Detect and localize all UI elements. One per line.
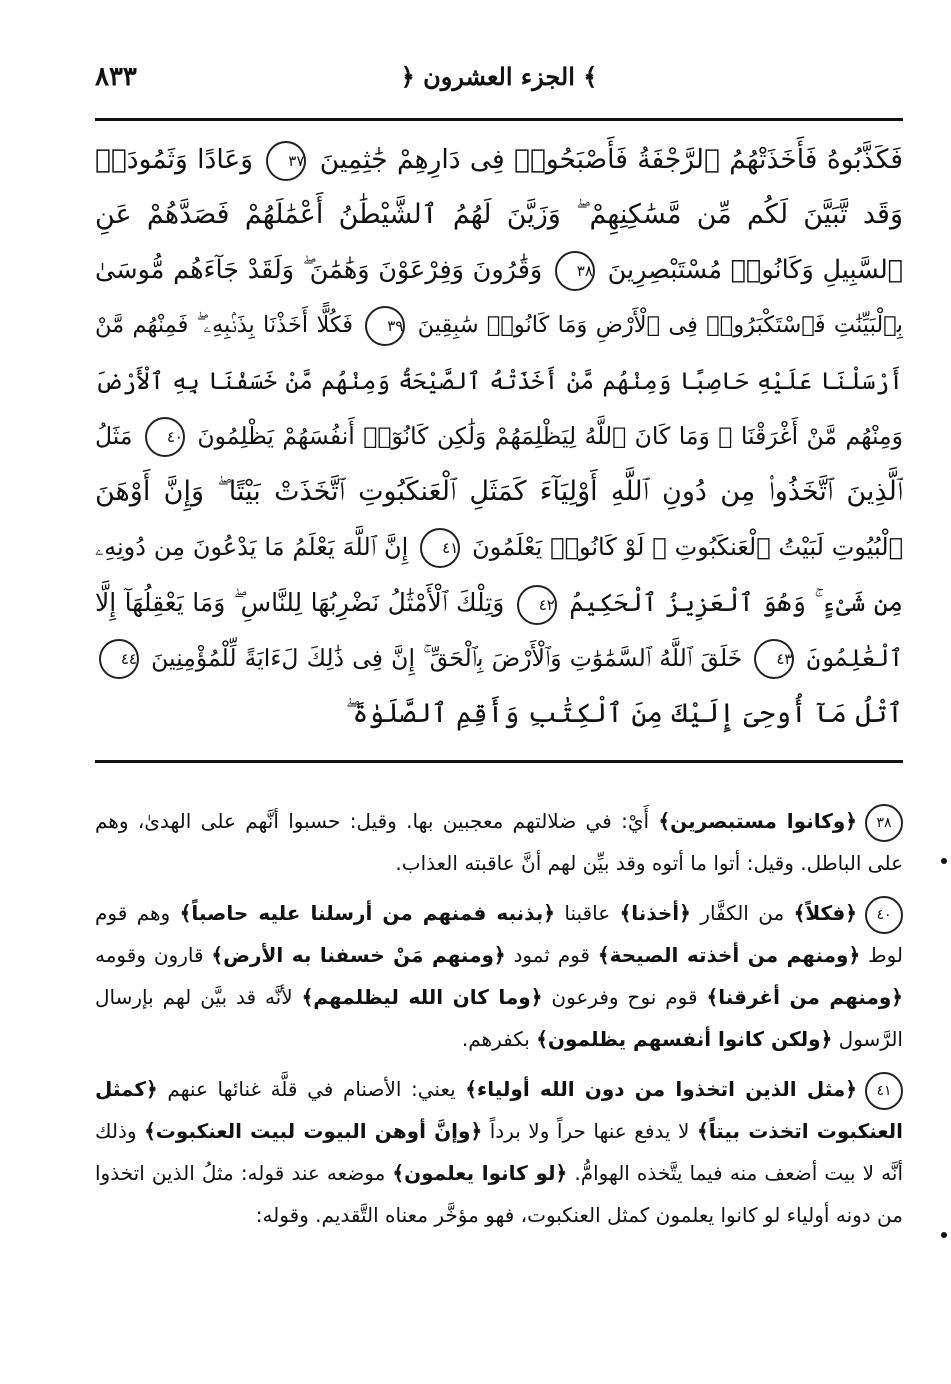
quoted-verse: ﴿كمثل العنكبوت اتخذت بيتاً﴾ [95, 1077, 904, 1143]
tafsir-note [95, 892, 903, 1060]
verse-text: مَثَلُ [95, 421, 133, 450]
quran-line [95, 520, 903, 575]
verse-text: خَلَقَ ٱللَّهُ ٱلسَّمَٰوَٰتِ وَٱلْأَرْضَ بِٱلْحَقِّ ۚ إِنَّ فِى ذَٰلِكَ لَءَايَةً لِّلْمُؤْمِنِينَ [151, 643, 743, 672]
verse-text: بِٱلْبَيِّنَٰتِ فَٱسْتَكْبَرُوا۟ فِى ٱلْأَرْضِ وَمَا كَانُوا۟ سَٰبِقِينَ [417, 312, 903, 339]
verse-number-marker: ٤١ [420, 528, 460, 568]
commentary-text: قارون وقومه [95, 943, 212, 967]
commentary-text: أَيْ: في ضلالتهم معجبين بها. وقيل: حسبوا أنَّهم على الهدىٰ، وهم على الباطل. وقيل: أتوا ما أتوه وقد بيِّن لهم أنَّ عاقبته العذاب. [95, 809, 903, 875]
verse-text: وَقَد تَّبَيَّنَ لَكُم مِّن مَّسَٰكِنِهِمْ ۖ وَزَيَّنَ لَهُمُ ٱلشَّيْطَٰنُ أَعْمَٰلَهُمْ فَصَدَّهُمْ عَنِ [95, 199, 903, 231]
quran-line [95, 686, 903, 741]
verse-text: ٱتْلُ مَآ أُوحِىَ إِلَيْكَ مِنَ ٱلْكِتَٰبِ وَأَقِمِ ٱلصَّلَوٰةَ ۖ [345, 697, 903, 729]
quoted-verse: ﴿ومنهم مَنْ خسفنا به الأرض﴾ [211, 943, 506, 967]
page-number: ٨٣٣ [95, 62, 137, 92]
verse-text: وَتِلْكَ ٱلْأَمْثَٰلُ نَضْرِبُهَا لِلنَّاسِ ۖ وَمَا يَعْقِلُهَآ إِلَّا [95, 588, 505, 618]
verse-text: ٱلَّذِينَ ٱتَّخَذُوا۟ مِن دُونِ ٱللَّهِ أَوْلِيَآءَ كَمَثَلِ ٱلْعَنكَبُوتِ ٱتَّخَذَتْ بَيْتًا ۖ وَإِنَّ أَوْهَنَ [95, 476, 903, 508]
tafsir-note [95, 1068, 903, 1236]
verse-number-marker: ٤٠ [145, 417, 185, 457]
quoted-verse: ﴿لو كانوا يعلمون﴾ [392, 1161, 568, 1185]
verse-text: فَكَذَّبُوهُ فَأَخَذَتْهُمُ ٱلرَّجْفَةُ فَأَصْبَحُوا۟ فِى دَارِهِمْ جَٰثِمِينَ [319, 144, 903, 175]
commentary-text: من الكفَّار [690, 901, 794, 925]
verse-number-marker: ٤٢ [517, 585, 557, 625]
quoted-verse: ﴿ومنهم من أخذته الصيحة﴾ [597, 943, 861, 967]
verse-text: وَقَٰرُونَ وَفِرْعَوْنَ وَهَٰمَٰنَ ۖ وَلَقَدْ جَآءَهُم مُّوسَىٰ [95, 254, 543, 285]
note-verse-number: ٣٨ [865, 804, 903, 842]
tafsir-notes [95, 800, 903, 1244]
quoted-verse: ﴿أخذنا﴾ [619, 901, 691, 925]
quran-line [95, 354, 903, 409]
verse-text: أَرْسَلْنَا عَلَيْهِ حَاصِبًا وَمِنْهُم مَّنْ أَخَذَتْهُ ٱلصَّيْحَةُ وَمِنْهُم مَّنْ خَسَفْنَا بِهِ ٱلْأَرْضَ [95, 366, 903, 395]
commentary-text: بكفرهم. [461, 1027, 537, 1051]
page-header [95, 58, 903, 108]
quoted-verse: ﴿بذنبه فمنهم من أرسلنا عليه حاصباً﴾ [179, 901, 555, 925]
quran-line [95, 298, 903, 353]
verse-number-marker: ٤٤ [99, 639, 139, 679]
quran-line [95, 631, 903, 686]
note-verse-number: ٤١ [865, 1072, 903, 1110]
verse-text: وَعَادًا وَثَمُودَا۟ [95, 144, 254, 175]
verse-text: ٱلْعَٰلِمُونَ [806, 643, 903, 672]
quran-line [95, 575, 903, 630]
verse-text: ٱلسَّبِيلِ وَكَانُوا۟ مُسْتَبْصِرِينَ [607, 254, 903, 285]
quran-text-block [95, 132, 903, 742]
quoted-verse: ﴿وما كان الله ليظلمهم﴾ [301, 985, 543, 1009]
commentary-text: لأنَّه قد بيَّن لهم بإرسال الرَّسول [95, 985, 903, 1051]
quran-line [95, 409, 903, 464]
commentary-text: يعني: الأصنام في قلَّة غنائها عنهم [157, 1077, 466, 1101]
quran-line [95, 132, 903, 187]
verse-text: ٱلْبُيُوتِ لَبَيْتُ ٱلْعَنكَبُوتِ ۖ لَوْ كَانُوا۟ يَعْلَمُونَ [472, 532, 903, 561]
verse-number-marker: ٤٣ [754, 639, 794, 679]
quoted-verse: ﴿ولكن كانوا أنفسهم يظلمون﴾ [536, 1027, 833, 1051]
juz-title: ﴿ الجزء العشرون ﴾ [400, 62, 598, 91]
note-verse-number: ٤٠ [865, 896, 903, 934]
header-divider [95, 118, 903, 121]
verse-text: إِنَّ ٱللَّهَ يَعْلَمُ مَا يَدْعُونَ مِن دُونِهِۦ [95, 532, 409, 561]
commentary-text: وذلك أنَّه لا بيت أضعف منه فيما يتَّخذه الهوامُّ. [95, 1119, 903, 1185]
footnote-divider [95, 760, 903, 763]
commentary-text: عاقبنا [554, 901, 620, 925]
quoted-verse: ﴿ومنهم من أغرقنا﴾ [706, 985, 903, 1009]
quoted-verse: ﴿وكانوا مستبصرين﴾ [658, 809, 857, 833]
verse-text: وَمِنْهُم مَّنْ أَغْرَقْنَا ۚ وَمَا كَانَ ٱللَّهُ لِيَظْلِمَهُمْ وَلَٰكِن كَانُوٓا۟ أَنفُسَهُمْ يَظْلِمُونَ [197, 421, 903, 450]
quoted-verse: ﴿وإنَّ أوهن البيوت لبيت العنكبوت﴾ [144, 1119, 483, 1143]
commentary-text: لا يدفع عنها حراً ولا برداً [482, 1119, 697, 1143]
verse-number-marker: ٣٨ [555, 251, 595, 291]
margin-dot [941, 1232, 947, 1238]
commentary-text: قوم ثمود [505, 943, 598, 967]
quran-line [95, 243, 903, 298]
commentary-text: قوم نوح وفرعون [542, 985, 707, 1009]
quoted-verse: ﴿فكلاً﴾ [793, 901, 857, 925]
tafsir-note [95, 800, 903, 884]
quran-line [95, 187, 903, 242]
commentary-text: وهم قوم لوط [95, 901, 904, 967]
verse-text: مِن شَىْءٍ ۚ وَهُوَ ٱلْعَزِيزُ ٱلْحَكِيمُ [569, 588, 903, 618]
verse-number-marker: ٣٧ [266, 141, 306, 181]
verse-number-marker: ٣٩ [365, 306, 405, 346]
verse-text: فَكُلًّا أَخَذْنَا بِذَنۢبِهِۦ ۖ فَمِنْهُم مَّنْ [95, 312, 354, 339]
margin-dot [941, 858, 947, 864]
quran-line [95, 464, 903, 519]
quoted-verse: ﴿مثل الذين اتخذوا من دون الله أولياء﴾ [465, 1077, 857, 1101]
commentary-text: موضعه عند قوله: مثلُ الذين اتخذوا من دونه أولياء لو كانوا يعلمون كمثل العنكبوت، فهو مؤخَّر معناه التَّقديم. وقوله: [95, 1161, 903, 1227]
